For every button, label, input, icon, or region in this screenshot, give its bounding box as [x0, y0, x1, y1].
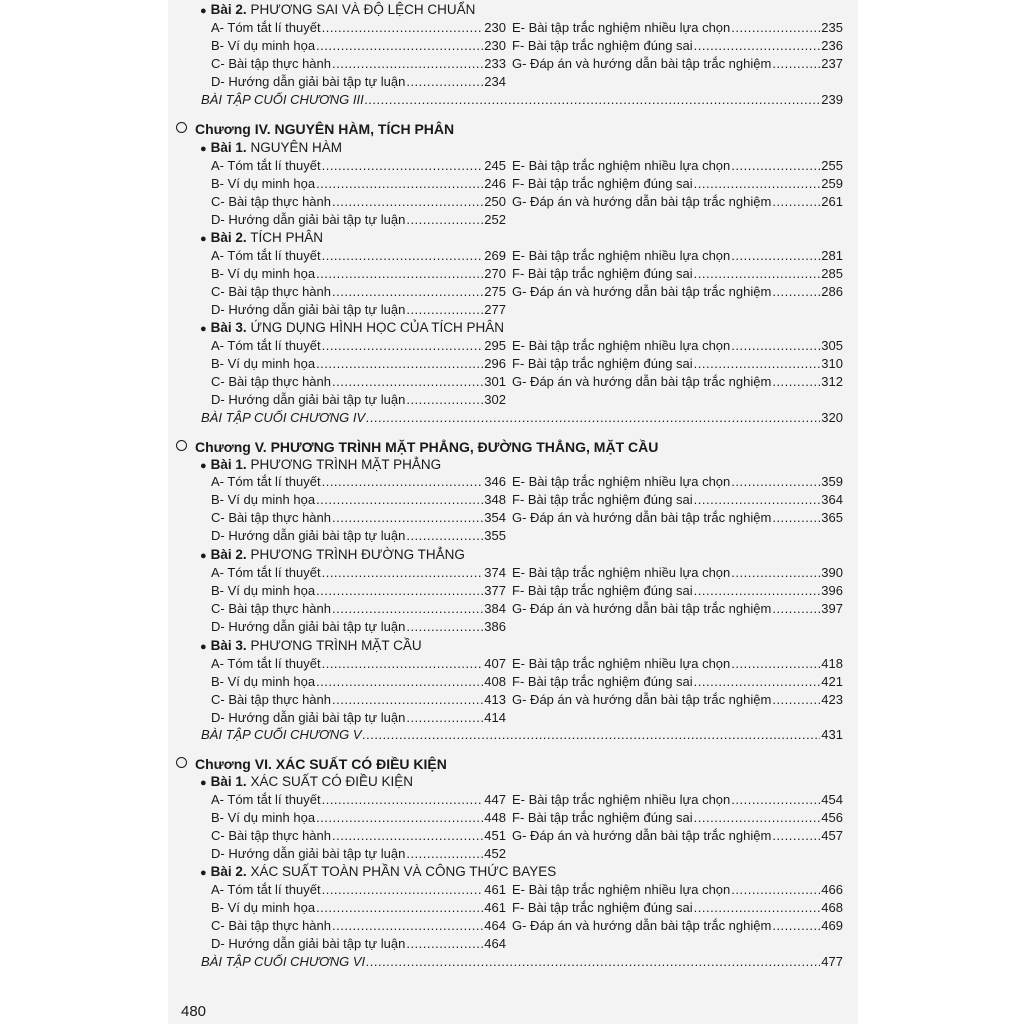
bullet-icon: ● [200, 5, 207, 17]
toc-entry[interactable]: C- Bài tập thực hành ..... 301 [211, 374, 506, 390]
toc-entry[interactable]: A- Tóm tắt lí thuyết ..... 230 [211, 20, 506, 36]
chapter-heading: Chương V. PHƯƠNG TRÌNH MẶT PHẲNG, ĐƯỜNG THẲNG, MẶT CẦU [176, 438, 658, 456]
toc-entry[interactable]: F- Bài tập trắc nghiệm đúng sai ..... 456 [512, 810, 843, 826]
toc-entry[interactable]: B- Ví dụ minh họa ..... 348 [211, 492, 506, 508]
toc-entry[interactable]: E- Bài tập trắc nghiệm nhiều lựa chọn ..... 255 [512, 158, 843, 174]
lesson-heading: ● Bài 1. NGUYÊN HÀM [200, 140, 342, 155]
toc-entry[interactable]: D- Hướng dẫn giải bài tập tự luận ..... 414 [211, 710, 506, 726]
toc-entry[interactable]: B- Ví dụ minh họa ..... 448 [211, 810, 506, 826]
circle-bullet-icon [176, 757, 187, 768]
toc-entry[interactable]: G- Đáp án và hướng dẫn bài tập trắc nghiệm ..... 237 [512, 56, 843, 72]
lesson-heading: ● Bài 2. PHƯƠNG SAI VÀ ĐỘ LỆCH CHUẨN [200, 2, 476, 17]
toc-entry[interactable]: D- Hướng dẫn giải bài tập tự luận ..... 302 [211, 392, 506, 408]
toc-entry[interactable]: D- Hướng dẫn giải bài tập tự luận ..... 277 [211, 302, 506, 318]
toc-entry[interactable]: C- Bài tập thực hành ..... 250 [211, 194, 506, 210]
lesson-heading: ● Bài 3. ỨNG DỤNG HÌNH HỌC CỦA TÍCH PHÂN [200, 320, 504, 335]
lesson-heading: ● Bài 1. PHƯƠNG TRÌNH MẶT PHẲNG [200, 457, 442, 472]
toc-entry[interactable]: A- Tóm tắt lí thuyết ..... 245 [211, 158, 506, 174]
toc-entry[interactable]: A- Tóm tắt lí thuyết ..... 461 [211, 882, 506, 898]
toc-entry[interactable]: F- Bài tập trắc nghiệm đúng sai ..... 468 [512, 900, 843, 916]
bullet-icon: ● [200, 867, 207, 879]
toc-entry[interactable]: F- Bài tập trắc nghiệm đúng sai ..... 236 [512, 38, 843, 54]
toc-entry[interactable]: A- Tóm tắt lí thuyết ..... 447 [211, 792, 506, 808]
bullet-icon: ● [200, 323, 207, 335]
toc-entry[interactable]: E- Bài tập trắc nghiệm nhiều lựa chọn ..... 359 [512, 474, 843, 490]
toc-entry[interactable]: G- Đáp án và hướng dẫn bài tập trắc nghiệm ..... 261 [512, 194, 843, 210]
chapter-heading: Chương IV. NGUYÊN HÀM, TÍCH PHÂN [176, 120, 454, 138]
toc-entry[interactable]: C- Bài tập thực hành ..... 413 [211, 692, 506, 708]
toc-entry[interactable]: B- Ví dụ minh họa ..... 230 [211, 38, 506, 54]
toc-entry[interactable]: C- Bài tập thực hành ..... 275 [211, 284, 506, 300]
toc-entry[interactable]: C- Bài tập thực hành ..... 233 [211, 56, 506, 72]
toc-entry[interactable]: B- Ví dụ minh họa ..... 246 [211, 176, 506, 192]
toc-entry[interactable]: D- Hướng dẫn giải bài tập tự luận ..... 386 [211, 619, 506, 635]
toc-entry[interactable]: E- Bài tập trắc nghiệm nhiều lựa chọn ..... 466 [512, 882, 843, 898]
toc-entry[interactable]: A- Tóm tắt lí thuyết ..... 295 [211, 338, 506, 354]
bullet-icon: ● [200, 233, 207, 245]
toc-entry[interactable]: B- Ví dụ minh họa ..... 461 [211, 900, 506, 916]
chapter-review-entry[interactable]: BÀI TẬP CUỐI CHƯƠNG VI ..... 477 [201, 954, 843, 970]
page-number: 480 [181, 1003, 207, 1020]
bullet-icon: ● [200, 550, 207, 562]
lesson-heading: ● Bài 2. XÁC SUẤT TOÀN PHẦN VÀ CÔNG THỨC BAYES [200, 864, 557, 879]
toc-entry[interactable]: F- Bài tập trắc nghiệm đúng sai ..... 396 [512, 583, 843, 599]
toc-entry[interactable]: F- Bài tập trắc nghiệm đúng sai ..... 310 [512, 356, 843, 372]
toc-entry[interactable]: D- Hướng dẫn giải bài tập tự luận ..... 464 [211, 936, 506, 952]
toc-entry[interactable]: G- Đáp án và hướng dẫn bài tập trắc nghiệm ..... 286 [512, 284, 843, 300]
toc-entry[interactable]: D- Hướng dẫn giải bài tập tự luận ..... 252 [211, 212, 506, 228]
toc-entry[interactable]: F- Bài tập trắc nghiệm đúng sai ..... 421 [512, 674, 843, 690]
toc-entry[interactable]: B- Ví dụ minh họa ..... 296 [211, 356, 506, 372]
toc-entry[interactable]: B- Ví dụ minh họa ..... 377 [211, 583, 506, 599]
toc-entry[interactable]: A- Tóm tắt lí thuyết ..... 269 [211, 248, 506, 264]
toc-entry[interactable]: A- Tóm tắt lí thuyết ..... 374 [211, 565, 506, 581]
toc-entry[interactable]: G- Đáp án và hướng dẫn bài tập trắc nghiệm ..... 423 [512, 692, 843, 708]
toc-entry[interactable]: A- Tóm tắt lí thuyết ..... 346 [211, 474, 506, 490]
toc-entry[interactable]: C- Bài tập thực hành ..... 464 [211, 918, 506, 934]
toc-entry[interactable]: G- Đáp án và hướng dẫn bài tập trắc nghiệm ..... 365 [512, 510, 843, 526]
toc-entry[interactable]: E- Bài tập trắc nghiệm nhiều lựa chọn ..... 454 [512, 792, 843, 808]
toc-entry[interactable]: E- Bài tập trắc nghiệm nhiều lựa chọn ..... 305 [512, 338, 843, 354]
toc-entry[interactable]: C- Bài tập thực hành ..... 354 [211, 510, 506, 526]
bullet-icon: ● [200, 641, 207, 653]
toc-entry[interactable]: B- Ví dụ minh họa ..... 270 [211, 266, 506, 282]
toc-entry[interactable]: G- Đáp án và hướng dẫn bài tập trắc nghiệm ..... 312 [512, 374, 843, 390]
chapter-review-entry[interactable]: BÀI TẬP CUỐI CHƯƠNG III ..... 239 [201, 92, 843, 108]
bullet-icon: ● [200, 460, 207, 472]
toc-entry[interactable]: A- Tóm tắt lí thuyết ..... 407 [211, 656, 506, 672]
toc-entry[interactable]: D- Hướng dẫn giải bài tập tự luận ..... 355 [211, 528, 506, 544]
toc-entry[interactable]: C- Bài tập thực hành ..... 384 [211, 601, 506, 617]
lesson-heading: ● Bài 2. TÍCH PHÂN [200, 230, 323, 245]
toc-entry[interactable]: F- Bài tập trắc nghiệm đúng sai ..... 285 [512, 266, 843, 282]
toc-entry[interactable]: E- Bài tập trắc nghiệm nhiều lựa chọn ..... 235 [512, 20, 843, 36]
toc-entry[interactable]: E- Bài tập trắc nghiệm nhiều lựa chọn ..... 281 [512, 248, 843, 264]
toc-entry[interactable]: F- Bài tập trắc nghiệm đúng sai ..... 364 [512, 492, 843, 508]
lesson-heading: ● Bài 1. XÁC SUẤT CÓ ĐIỀU KIỆN [200, 774, 413, 789]
toc-entry[interactable]: C- Bài tập thực hành ..... 451 [211, 828, 506, 844]
toc-entry[interactable]: D- Hướng dẫn giải bài tập tự luận ..... 452 [211, 846, 506, 862]
circle-bullet-icon [176, 122, 187, 133]
chapter-heading: Chương VI. XÁC SUẤT CÓ ĐIỀU KIỆN [176, 755, 447, 773]
toc-entry[interactable]: G- Đáp án và hướng dẫn bài tập trắc nghiệm ..... 397 [512, 601, 843, 617]
lesson-heading: ● Bài 2. PHƯƠNG TRÌNH ĐƯỜNG THẲNG [200, 547, 465, 562]
toc-entry[interactable]: G- Đáp án và hướng dẫn bài tập trắc nghiệm ..... 457 [512, 828, 843, 844]
toc-entry[interactable]: D- Hướng dẫn giải bài tập tự luận ..... 234 [211, 74, 506, 90]
toc-entry[interactable]: F- Bài tập trắc nghiệm đúng sai ..... 259 [512, 176, 843, 192]
lesson-heading: ● Bài 3. PHƯƠNG TRÌNH MẶT CẦU [200, 638, 422, 653]
toc-entry[interactable]: E- Bài tập trắc nghiệm nhiều lựa chọn ..... 418 [512, 656, 843, 672]
chapter-review-entry[interactable]: BÀI TẬP CUỐI CHƯƠNG V ..... 431 [201, 727, 843, 743]
toc-entry[interactable]: G- Đáp án và hướng dẫn bài tập trắc nghiệm ..... 469 [512, 918, 843, 934]
chapter-review-entry[interactable]: BÀI TẬP CUỐI CHƯƠNG IV ..... 320 [201, 410, 843, 426]
bullet-icon: ● [200, 143, 207, 155]
bullet-icon: ● [200, 777, 207, 789]
toc-entry[interactable]: B- Ví dụ minh họa ..... 408 [211, 674, 506, 690]
toc-entry[interactable]: E- Bài tập trắc nghiệm nhiều lựa chọn ..... 390 [512, 565, 843, 581]
circle-bullet-icon [176, 440, 187, 451]
